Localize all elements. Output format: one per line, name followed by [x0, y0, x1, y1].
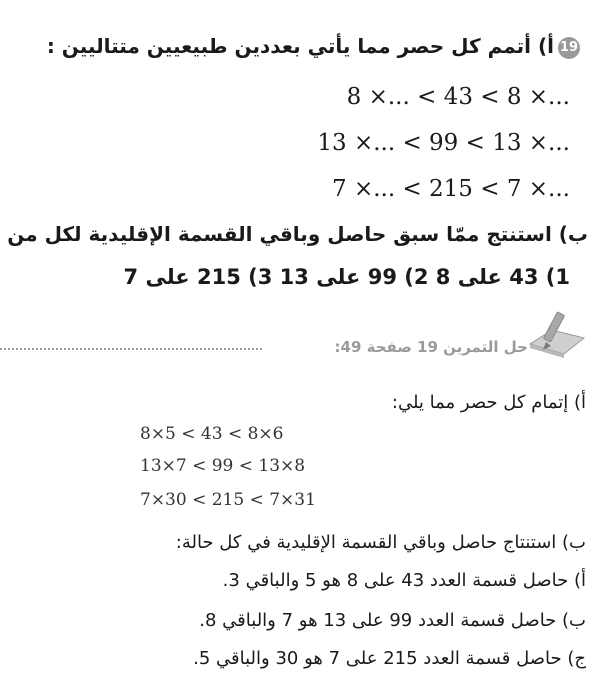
inequality-3: 7 ×... < 215 < 7 ×...	[332, 176, 570, 202]
answer-3: 7×30 < 215 < 7×31	[140, 490, 316, 510]
solution-part-a-title: أ) إتمام كل حصر مما يلي:	[391, 392, 586, 413]
part-a-prompt-text: أ) أتمم كل حصر مما يأتي بعددين طبيعيين متتاليين :	[46, 34, 554, 58]
exercise-part-b-prompt: ب) استنتج ممّا سبق حاصل وباقي القسمة الإقليدية لكل من	[7, 222, 588, 246]
pencil-book-icon	[526, 308, 588, 362]
exercise-part-b-items: 1) 43 على 8 2) 99 على 13 3) 215 على 7	[123, 265, 570, 289]
exercise-part-a-prompt	[47, 34, 580, 59]
answer-1: 8×5 < 43 < 8×6	[140, 424, 284, 444]
result-3: ج) حاصل قسمة العدد 215 على 7 هو 30 والباقي 5.	[193, 648, 586, 669]
exercise-number-badge: 19	[558, 37, 580, 59]
inequality-1: 8 ×... < 43 < 8 ×...	[346, 84, 570, 110]
result-2: ب) حاصل قسمة العدد 99 على 13 هو 7 والباقي 8.	[199, 610, 586, 631]
divider-dotted-line	[0, 348, 262, 350]
answer-2: 13×7 < 99 < 13×8	[140, 456, 306, 476]
inequality-2: 13 ×... < 99 < 13 ×...	[317, 130, 570, 156]
result-1: أ) حاصل قسمة العدد 43 على 8 هو 5 والباقي 3.	[222, 570, 586, 591]
solution-part-b-title: ب) استنتاج حاصل وباقي القسمة الإقليدية في كل حالة:	[175, 532, 586, 553]
solution-heading: حل التمرين 19 صفحة 49:	[334, 338, 528, 356]
